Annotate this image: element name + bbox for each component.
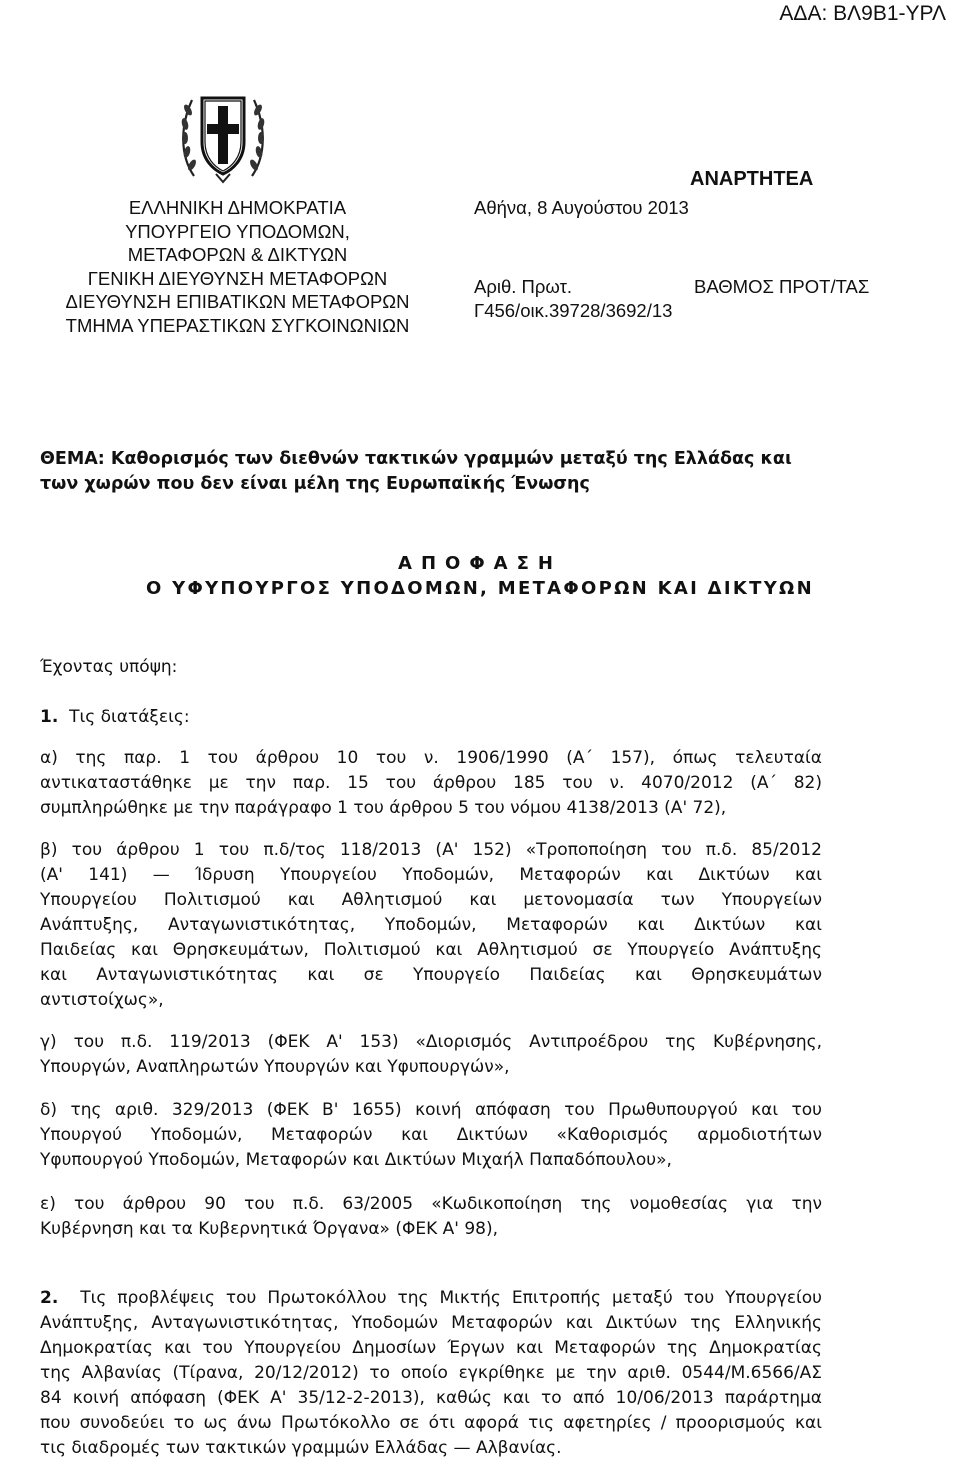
item2-line: της Αλβανίας (Τίρανα, 20/12/2012) το οποίο εγκρίθηκε με την αριθ. 0544/Μ.6566/ΑΣ <box>40 1363 822 1383</box>
item2-line: που συνοδεύει το ως άνω Πρωτόκολλο σε ότι αφορά τις αφετηρίες / προορισμούς και <box>40 1413 822 1433</box>
item1-heading <box>40 705 822 730</box>
item1-number: 1. <box>40 707 59 727</box>
header-line: ΔΙΕΥΘΥΝΣΗ ΕΠΙΒΑΤΙΚΩΝ ΜΕΤΑΦΟΡΩΝ <box>65 291 410 312</box>
item2-number: 2. <box>40 1288 59 1308</box>
ada-code: ΑΔΑ: ΒΛ9Β1-ΥΡΛ <box>779 2 946 25</box>
subject-line: ΘΕΜΑ: Καθορισμός των διεθνών τακτικών γραμμών μεταξύ της Ελλάδας και <box>40 449 792 469</box>
provision-b-line: β) του άρθρου 1 του π.δ/τος 118/2013 (Α' 152) «Τροποποίηση του π.δ. 85/2012 <box>40 840 822 860</box>
issuer-header <box>30 196 445 337</box>
considering-label: Έχοντας υπόψη: <box>40 657 178 677</box>
document-date: Αθήνα, 8 Αυγούστου 2013 <box>474 197 689 218</box>
provision-b-line: και Ανταγωνιστικότητας και σε Υπουργείο Παιδείας και Θρησκευμάτων <box>40 965 822 985</box>
provision-e-line: Κυβέρνηση και τα Κυβερνητικά Όργανα» (ΦΕΚ Α' 98), <box>40 1219 499 1239</box>
provision-b-line: Υπουργείου Πολιτισμού και Αθλητισμού και μετονομασία των Υπουργείων <box>40 890 822 910</box>
item2-line: Ανάπτυξης, Ανταγωνιστικότητας, Υποδομών Μεταφορών και Δικτύων της Ελληνικής <box>40 1313 822 1333</box>
protocol-label: Αριθ. Πρωτ. <box>474 276 573 297</box>
provision-a-line: α) της παρ. 1 του άρθρου 10 του ν. 1906/1990 (Α΄ 157), όπως τελευταία <box>40 748 822 768</box>
provision-c-line: Υπουργών, Αναπληρωτών Υπουργών και Υφυπουργών», <box>40 1057 510 1077</box>
provision-a-line: αντικαταστάθηκε με την παρ. 15 του άρθρου 185 του ν. 4070/2012 (Α΄ 82) <box>40 773 822 793</box>
header-line: ΜΕΤΑΦΟΡΩΝ & ΔΙΚΤΥΩΝ <box>127 244 348 265</box>
header-line: ΓΕΝΙΚΗ ΔΙΕΥΘΥΝΣΗ ΜΕΤΑΦΟΡΩΝ <box>87 267 388 289</box>
item2-line: Δημοκρατίας και του Υπουργείου Δημοσίων Έργων και Μεταφορών της Δημοκρατίας <box>40 1338 822 1358</box>
provision-b-line: αντιστοίχως», <box>40 990 164 1010</box>
header-line: ΤΜΗΜΑ ΥΠΕΡΑΣΤΙΚΩΝ ΣΥΓΚΟΙΝΩΝΙΩΝ <box>65 314 410 336</box>
provision-d-line: Υπουργού Υποδομών, Μεταφορών και Δικτύων «Καθορισμός αρμοδιοτήτων <box>40 1125 822 1145</box>
provision-d-line: δ) της αριθ. 329/2013 (ΦΕΚ Β' 1655) κοινή απόφαση του Πρωθυπουργού και του <box>40 1100 822 1120</box>
provision-e-line: ε) του άρθρου 90 του π.δ. 63/2005 «Κωδικοποίηση της νομοθεσίας για την <box>40 1194 822 1214</box>
item2-first-line <box>40 1286 822 1311</box>
item2-line: Τις προβλέψεις του Πρωτοκόλλου της Μικτής Επιτροπής μεταξύ του Υπουργείου <box>80 1288 822 1308</box>
posting-label: ΑΝΑΡΤΗΤΕΑ <box>690 168 814 190</box>
header-line: ΥΠΟΥΡΓΕΙΟ ΥΠΟΔΟΜΩΝ, <box>125 220 350 242</box>
provision-b-line: Παιδείας και Θρησκευμάτων, Πολιτισμού και Αθλητισμού σε Υπουργείο Ανάπτυξης <box>40 940 822 960</box>
item1-title: Τις διατάξεις: <box>69 707 190 727</box>
provision-d-line: Υφυπουργού Υποδομών, Μεταφορών και Δικτύων Μιχαήλ Παπαδόπουλου», <box>40 1150 672 1170</box>
provision-b-line: (Α' 141) — Ίδρυση Υπουργείου Υποδομών, Μεταφορών και Δικτύων και <box>40 865 822 885</box>
provision-c-line: γ) του π.δ. 119/2013 (ΦΕΚ Α' 153) «Διορισμός Αντιπροέδρου της Κυβέρνησης, <box>40 1032 822 1052</box>
subject <box>40 447 840 497</box>
provision-a-line: συμπληρώθηκε με την παράγραφο 1 του άρθρου 5 του νόμου 4138/2013 (Α' 72), <box>40 798 727 818</box>
item2-line: τις διαδρομές των τακτικών γραμμών Ελλάδας — Αλβανίας. <box>40 1438 562 1458</box>
priority-label: ΒΑΘΜΟΣ ΠΡΟΤ/ΤΑΣ <box>694 276 870 297</box>
protocol-number: Γ456/οικ.39728/3692/13 <box>474 300 673 321</box>
decision-title: ΑΠΟΦΑΣΗ <box>398 553 562 574</box>
provision-b-line: Ανάπτυξης, Ανταγωνιστικότητας, Υποδομών, Μεταφορών και Δικτύων και <box>40 915 822 935</box>
minister-title: Ο ΥΦΥΠΟΥΡΓΟΣ ΥΠΟΔΟΜΩΝ, ΜΕΤΑΦΟΡΩΝ ΚΑΙ ΔΙΚΤΥΩΝ <box>145 578 815 599</box>
header-line: ΕΛΛΗΝΙΚΗ ΔΗΜΟΚΡΑΤΙΑ <box>128 197 347 218</box>
item2-line: 84 κοινή απόφαση (ΦΕΚ Α' 35/12-2-2013), καθώς και το από 10/06/2013 παράρτημα <box>40 1388 822 1408</box>
subject-line: των χωρών που δεν είναι μέλη της Ευρωπαϊκής Ένωσης <box>40 474 590 494</box>
coat-of-arms-emblem <box>176 86 270 186</box>
